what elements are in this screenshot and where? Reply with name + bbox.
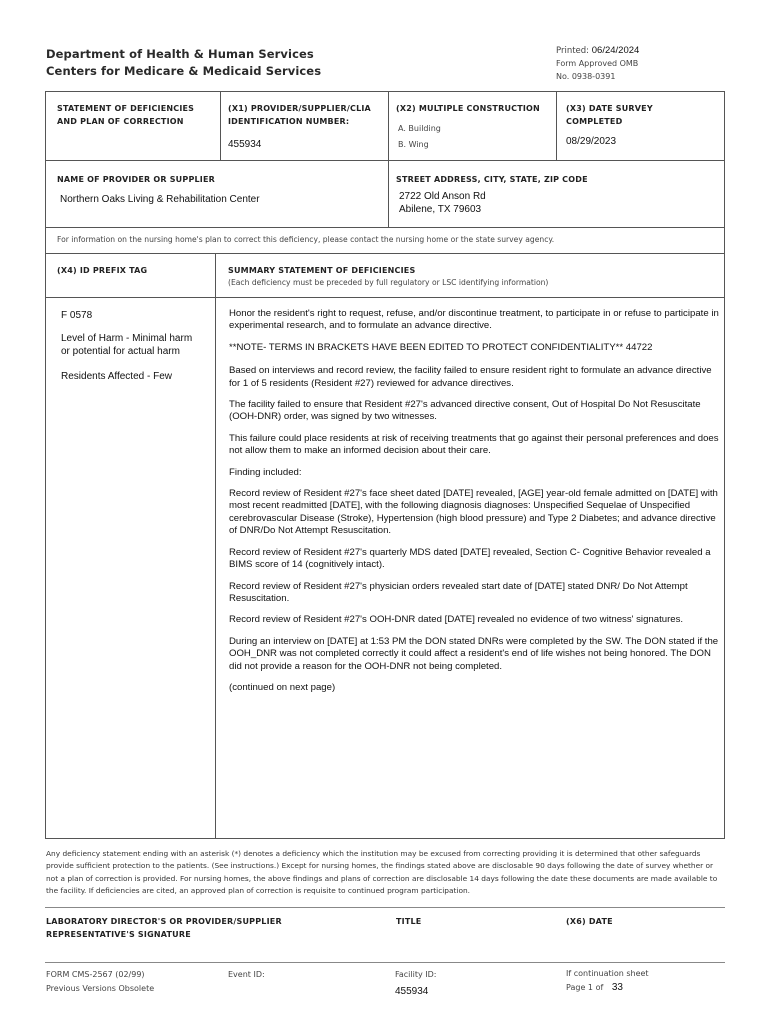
signature-label: LABORATORY DIRECTOR'S OR PROVIDER/SUPPLIER REPRESENTATIVE'S SIGNATURE: [46, 917, 282, 939]
paragraph: Record review of Resident #27's face sheet dated [DATE] revealed, [AGE] year-old female admitted on [DATE] with most recent readmitted [DATE], with the following diagnosis diagnoses: Unspecified Sequelae of Unspecified cerebrovascular Disease (Stroke), Hypertension (high blood pressure) and Type 2 Diabetes; and advance directive of DNR/Do Not Attempt Resuscitation.: [229, 488, 718, 537]
date-label: (X6) DATE: [566, 917, 613, 926]
event-id-label: Event ID:: [228, 970, 265, 979]
paragraph: Record review of Resident #27's quarterly MDS dated [DATE] revealed, Section C- Cognitive Behavior revealed a BIMS score of 14 (cognitively intact).: [229, 546, 711, 571]
deficiency-tag: F 0578: [61, 310, 93, 321]
col-summary-subheader: (Each deficiency must be preceded by full regulatory or LSC identifying information): [228, 278, 549, 287]
provider-label: NAME OF PROVIDER OR SUPPLIER: [57, 175, 216, 184]
x2-building: A. Building: [398, 124, 441, 133]
col-summary-header: SUMMARY STATEMENT OF DEFICIENCIES: [228, 266, 416, 275]
department-title: Department of Health & Human Services: [46, 47, 314, 61]
facility-id-value: 455934: [395, 986, 429, 997]
paragraph: Finding included:: [229, 466, 302, 478]
x3-value: 08/29/2023: [566, 136, 617, 147]
omb-number: No. 0938-0391: [556, 72, 616, 81]
harm-line-2: or potential for actual harm: [61, 345, 180, 357]
residents-affected: Residents Affected - Few: [61, 371, 172, 382]
printed-date: 06/24/2024: [591, 45, 640, 56]
paragraph: **NOTE- TERMS IN BRACKETS HAVE BEEN EDITED TO PROTECT CONFIDENTIALITY** 44722: [229, 341, 653, 353]
page-indicator: [566, 982, 623, 993]
paragraph: Record review of Resident #27's physician orders revealed start date of [DATE] stated DNR/ Do Not Attempt Resuscitation.: [229, 580, 688, 604]
summary-statement: [229, 308, 719, 703]
x1-label: (X1) PROVIDER/SUPPLIER/CLIA IDENTIFICATION NUMBER:: [228, 104, 371, 126]
continuation-label: If continuation sheet: [566, 969, 649, 978]
x2-label: (X2) MULTIPLE CONSTRUCTION: [396, 104, 540, 113]
paragraph: The facility failed to ensure that Resident #27's advanced directive consent, Out of Hospital Do Not Resuscitate (OOH-DNR) order, was signed by two witnesses.: [229, 399, 701, 423]
x1-value: 455934: [228, 139, 262, 150]
level-of-harm: [61, 333, 192, 358]
statement-label: STATEMENT OF DEFICIENCIES AND PLAN OF CORRECTION: [57, 104, 195, 126]
page-total: 33: [611, 982, 623, 993]
disclaimer: Any deficiency statement ending with an asterisk (*) denotes a deficiency which the institution may be excused from correcting providing it is determined that other safeguards provide sufficient protection to the patients. (See instructions.) Except for nursing homes, the findings stated above are disclosable 90 days following the date of survey whether or not a plan of correction is provided. For nursing homes, the above findings and plans of correction are disclosable 14 days following the date these documents are made available to the facility. If deficiencies are cited, an approved plan of correction is requisite to continued program participation.: [46, 849, 718, 896]
printed-info: [556, 45, 639, 56]
provider-value: Northern Oaks Living & Rehabilitation Center: [60, 194, 260, 205]
facility-id-label: Facility ID:: [395, 970, 437, 979]
x3-label: (X3) DATE SURVEY COMPLETED: [566, 104, 653, 126]
address-line1: 2722 Old Anson Rd: [399, 191, 486, 202]
paragraph: Record review of Resident #27's OOH-DNR dated [DATE] revealed no evidence of two witness' signatures.: [229, 614, 684, 626]
paragraph: During an interview on [DATE] at 1:53 PM the DON stated DNRs were completed by the SW. The DON stated if the OOH_DNR was not completed correctly it could affect a resident's end of life wishes not being honored. The DON did not provide a reason for the OOH-DNR not being completed.: [229, 635, 719, 672]
printed-label: Printed:: [556, 46, 590, 56]
page-of: of: [595, 983, 604, 992]
form-approved: Form Approved OMB: [556, 59, 639, 68]
previous-versions: Previous Versions Obsolete: [46, 984, 155, 993]
continued-note: (continued on next page): [229, 681, 336, 693]
page-number: 1: [587, 983, 594, 992]
form-id: FORM CMS-2567 (02/99): [46, 970, 145, 979]
paragraph: Honor the resident's right to request, refuse, and/or discontinue treatment, to participate in or refuse to participate in experimental research, and to formulate an advance directive.: [229, 308, 719, 332]
paragraph: Based on interviews and record review, the facility failed to ensure resident right to formulate an advance directive for 1 of 5 residents (Resident #27) reviewed for advance directives.: [229, 365, 712, 389]
page-label: Page: [566, 983, 586, 992]
paragraph: This failure could place residents at risk of receiving treatments that go against their personal preferences and does not allow them to make an informed decision about their care.: [229, 432, 719, 457]
centers-title: Centers for Medicare & Medicaid Services: [46, 64, 322, 78]
address-line2: Abilene, TX 79603: [399, 204, 482, 215]
title-label: TITLE: [396, 917, 422, 926]
info-note: For information on the nursing home's plan to correct this deficiency, please contact the nursing home or the state survey agency.: [57, 235, 555, 244]
address-label: STREET ADDRESS, CITY, STATE, ZIP CODE: [396, 175, 588, 184]
x2-wing: B. Wing: [398, 140, 429, 149]
harm-line-1: Level of Harm - Minimal harm: [61, 333, 193, 344]
col-id-prefix-header: (X4) ID PREFIX TAG: [57, 266, 148, 275]
